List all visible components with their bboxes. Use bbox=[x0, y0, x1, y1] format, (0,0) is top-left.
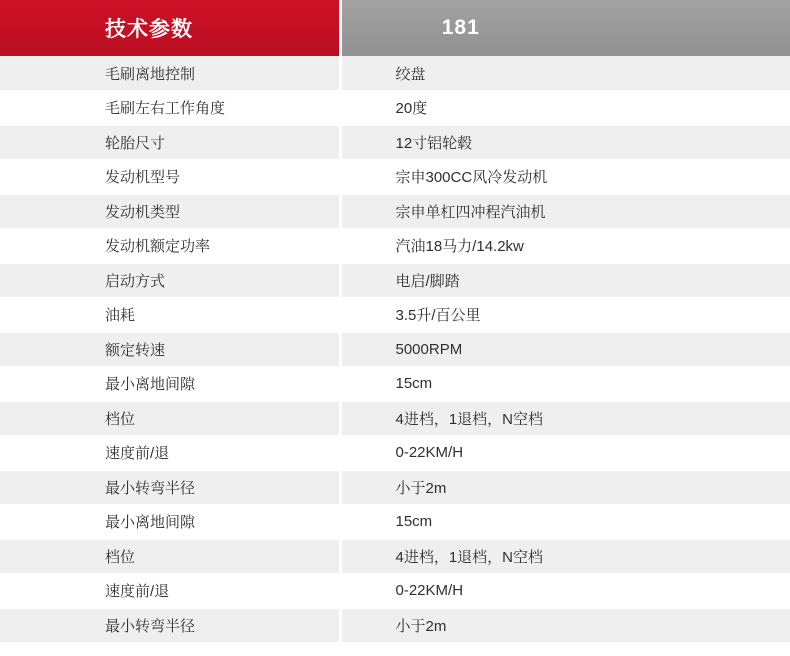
spec-value-cell: 宗申300CC风冷发动机 bbox=[340, 160, 790, 195]
spec-value-cell: 小于2m bbox=[340, 608, 790, 643]
spec-label-cell: 最小离地间隙 bbox=[0, 505, 340, 540]
spec-label-cell: 发动机型号 bbox=[0, 160, 340, 195]
spec-value-cell: 12寸铝轮毂 bbox=[340, 125, 790, 160]
table-row bbox=[0, 91, 790, 126]
spec-label-cell: 毛刷离地控制 bbox=[0, 56, 340, 91]
spec-label-cell: 发动机额定功率 bbox=[0, 229, 340, 264]
table-row bbox=[0, 608, 790, 643]
spec-label-cell: 速度前/退 bbox=[0, 574, 340, 609]
spec-label-cell: 毛刷左右工作角度 bbox=[0, 91, 340, 126]
spec-label-cell: 最小转弯半径 bbox=[0, 470, 340, 505]
table-row bbox=[0, 125, 790, 160]
table-row bbox=[0, 332, 790, 367]
spec-label-cell: 最小离地间隙 bbox=[0, 367, 340, 402]
spec-value-cell: 小于2m bbox=[340, 470, 790, 505]
table-row bbox=[0, 263, 790, 298]
spec-value-cell: 4进档，1退档，N空档 bbox=[340, 401, 790, 436]
spec-label-cell: 轮胎尺寸 bbox=[0, 125, 340, 160]
table-row bbox=[0, 574, 790, 609]
header-label-cell: 技术参数 bbox=[0, 0, 340, 56]
spec-label-cell: 额定转速 bbox=[0, 332, 340, 367]
table-row bbox=[0, 539, 790, 574]
spec-value-cell: 0-22KM/H bbox=[340, 574, 790, 609]
spec-value-cell: 汽油18马力/14.2kw bbox=[340, 229, 790, 264]
header-value-text: 181 bbox=[441, 16, 480, 39]
table-row bbox=[0, 229, 790, 264]
spec-value-cell: 5000RPM bbox=[340, 332, 790, 367]
spec-value-cell: 0-22KM/H bbox=[340, 436, 790, 471]
spec-value-cell: 4进档，1退档，N空档 bbox=[340, 539, 790, 574]
spec-label-cell: 档位 bbox=[0, 539, 340, 574]
spec-value-cell: 15cm bbox=[340, 505, 790, 540]
table-row bbox=[0, 298, 790, 333]
table-row bbox=[0, 436, 790, 471]
table-header bbox=[0, 0, 790, 56]
table-row bbox=[0, 505, 790, 540]
spec-value-cell: 电启/脚踏 bbox=[340, 263, 790, 298]
spec-value-cell: 宗申单杠四冲程汽油机 bbox=[340, 194, 790, 229]
spec-label-cell: 启动方式 bbox=[0, 263, 340, 298]
spec-value-cell: 20度 bbox=[340, 91, 790, 126]
table-row bbox=[0, 367, 790, 402]
table-body bbox=[0, 56, 790, 643]
spec-label-cell: 最小转弯半径 bbox=[0, 608, 340, 643]
table-header-row bbox=[0, 0, 790, 56]
header-value-cell bbox=[340, 0, 790, 56]
spec-value-cell: 绞盘 bbox=[340, 56, 790, 91]
spec-label-cell: 速度前/退 bbox=[0, 436, 340, 471]
spec-label-cell: 档位 bbox=[0, 401, 340, 436]
spec-label-cell: 发动机类型 bbox=[0, 194, 340, 229]
spec-value-cell: 15cm bbox=[340, 367, 790, 402]
spec-value-cell: 3.5升/百公里 bbox=[340, 298, 790, 333]
table-row bbox=[0, 56, 790, 91]
table-row bbox=[0, 160, 790, 195]
table-row bbox=[0, 194, 790, 229]
spec-label-cell: 油耗 bbox=[0, 298, 340, 333]
table-row bbox=[0, 470, 790, 505]
table-row bbox=[0, 401, 790, 436]
